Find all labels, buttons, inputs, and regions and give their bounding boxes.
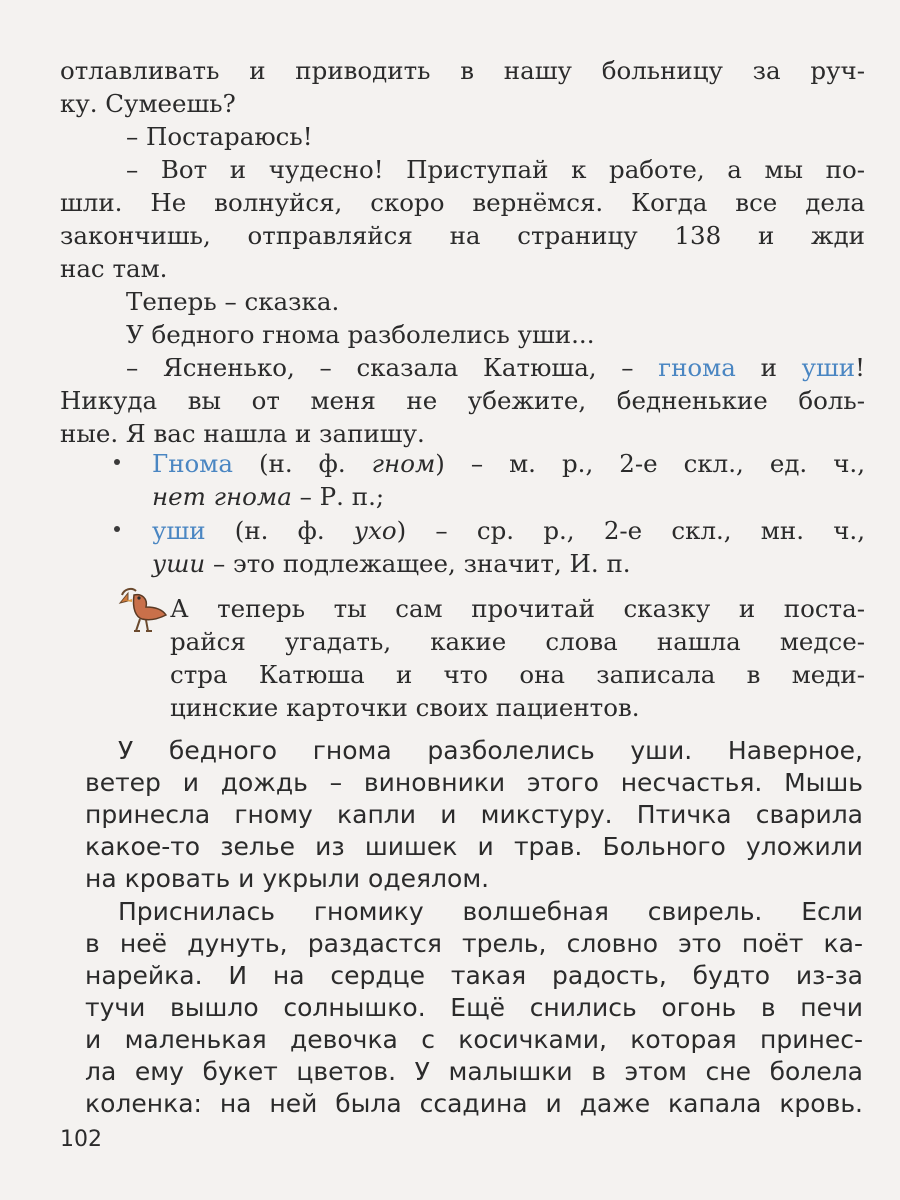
dialogue-block <box>60 54 865 450</box>
bullet-item <box>120 514 865 580</box>
story-line: принесла гному капли и микстуру. Птичка сварила <box>85 800 863 829</box>
bullet-line: уши – это подлежащее, значит, И. п. <box>152 549 631 578</box>
text-line: нас там. <box>60 254 168 283</box>
task-line: цинские карточки своих пациентов. <box>170 693 640 722</box>
task-line: райся угадать, какие слова нашла медсе- <box>170 627 865 656</box>
text-line: ные. Я вас нашла и запишу. <box>60 419 425 448</box>
bird-icon <box>114 585 174 635</box>
text-line: Теперь – сказка. <box>126 287 340 316</box>
task-block <box>170 592 865 724</box>
text-line: Никуда вы от меня не убежите, бедненькие боль- <box>60 386 865 415</box>
highlight-word: Гнома <box>152 449 233 478</box>
text-line: закончишь, отправляйся на страницу 138 и жди <box>60 221 865 250</box>
story-line: У бедного гнома разболелись уши. Наверное, <box>118 736 863 765</box>
highlight-word: уши <box>152 516 206 545</box>
highlight-word: уши <box>801 353 856 382</box>
story-line: в неё дунуть, раздастся трель, словно это поёт ка- <box>85 929 863 958</box>
story-line: коленка: на ней была ссадина и даже капала кровь. <box>85 1089 863 1118</box>
task-line: стра Катюша и что она записала в меди- <box>170 660 865 689</box>
story-line: на кровать и укрыли одеялом. <box>85 864 490 893</box>
highlight-word: гнома <box>658 353 736 382</box>
bullet-dot <box>114 459 120 465</box>
story-line: Приснилась гномику волшебная свирель. Если <box>118 897 863 926</box>
bullet-line: Гнома (н. ф. гном) – м. р., 2-е скл., ед. ч., <box>152 449 865 478</box>
text-line: – Постараюсь! <box>126 122 313 151</box>
story-line: ла ему букет цветов. У малышки в этом сне болела <box>85 1057 863 1086</box>
story-line: ветер и дождь – виновники этого несчастья. Мышь <box>85 768 863 797</box>
story-paragraph <box>85 896 863 1120</box>
story-line: тучи вышло солнышко. Ещё снились огонь в печи <box>85 993 863 1022</box>
story-line: какое-то зелье из шишек и трав. Больного уложили <box>85 832 863 861</box>
bullet-line: нет гнома – Р. п.; <box>152 482 385 511</box>
text-line: У бедного гнома разболелись уши... <box>126 320 595 349</box>
story-paragraph <box>85 735 863 895</box>
text-line: ку. Сумеешь? <box>60 89 236 118</box>
text-line: – Вот и чудесно! Приступай к работе, а мы по- <box>126 155 865 184</box>
story-line: и маленькая девочка с косичками, которая принес- <box>85 1025 863 1054</box>
page-number: 102 <box>60 1127 102 1152</box>
bullet-line: уши (н. ф. ухо) – ср. р., 2-е скл., мн. ч., <box>152 516 865 545</box>
text-line: отлавливать и приводить в нашу больницу за руч- <box>60 56 865 85</box>
task-line: А теперь ты сам прочитай сказку и поста- <box>170 594 865 623</box>
bullet-item <box>120 447 865 513</box>
bullet-dot <box>114 526 120 532</box>
katya-line: – Ясненько, – сказала Катюша, – гнома и уши! <box>126 353 865 382</box>
story-line: нарейка. И на сердце такая радость, будто из-за <box>85 961 863 990</box>
text-line: шли. Не волнуйся, скоро вернёмся. Когда все дела <box>60 188 865 217</box>
